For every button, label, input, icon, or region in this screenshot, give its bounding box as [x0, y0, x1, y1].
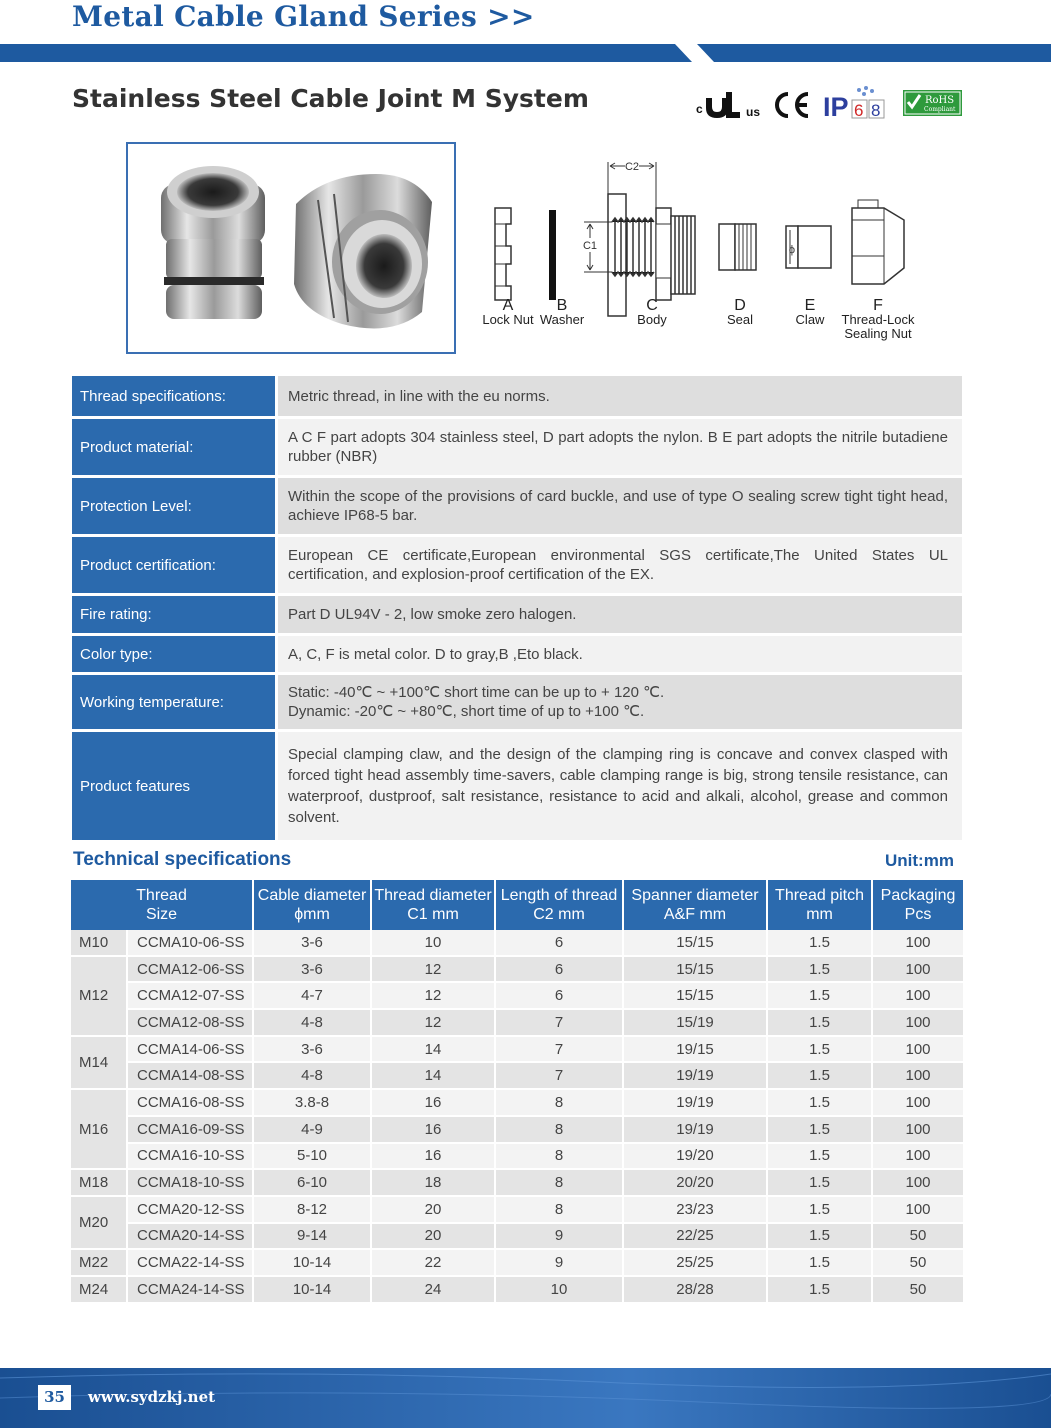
packaging-cell: 100: [872, 1143, 963, 1170]
thread-length-cell: 9: [495, 1249, 623, 1276]
thread-length-cell: 9: [495, 1223, 623, 1250]
spec-row-thread: [72, 376, 962, 419]
thread-pitch-cell: 1.5: [767, 1276, 872, 1303]
thread-diameter-cell: 22: [371, 1249, 495, 1276]
thread-pitch-cell: 1.5: [767, 1062, 872, 1089]
thread-diameter-cell: 20: [371, 1223, 495, 1250]
gland-right: [294, 174, 432, 328]
exploded-diagram: [478, 158, 928, 348]
tech-spec-title: Technical specifications: [73, 849, 292, 870]
spec-value: European CE certificate,European environmental SGS certificate,The United States UL certification, and explosion-proof certification of the EX.: [278, 537, 962, 593]
thread-length-cell: 8: [495, 1196, 623, 1223]
spec-row-features: [72, 732, 962, 840]
spec-value: Part D UL94V - 2, low smoke zero halogen.: [278, 596, 962, 633]
ul-logo: [696, 92, 760, 119]
thread-pitch-cell: 1.5: [767, 1223, 872, 1250]
page-title: Stainless Steel Cable Joint M System: [72, 84, 589, 113]
packaging-cell: 100: [872, 1062, 963, 1089]
thread-length-cell: 7: [495, 1009, 623, 1036]
thread-pitch-cell: 1.5: [767, 1116, 872, 1143]
spec-label: Product material:: [72, 419, 278, 475]
product-photo: [126, 142, 456, 354]
spec-value: Within the scope of the provisions of card buckle, and use of type O sealing screw tight tight head, achieve IP68-5 bar.: [278, 478, 962, 534]
spanner-diameter-cell: 19/20: [623, 1143, 767, 1170]
packaging-cell: 100: [872, 1116, 963, 1143]
thread-pitch-cell: 1.5: [767, 930, 872, 956]
packaging-cell: 100: [872, 982, 963, 1009]
thread-pitch-cell: 1.5: [767, 1169, 872, 1196]
thread-length-cell: 7: [495, 1036, 623, 1063]
part-b-washer: [549, 210, 556, 300]
svg-text:ϕ: ϕ: [788, 244, 796, 256]
cable-diameter-cell: 4-7: [253, 982, 371, 1009]
cable-diameter-cell: 10-14: [253, 1276, 371, 1303]
part-f-sealing-nut: [852, 200, 904, 284]
spec-label: Protection Level:: [72, 478, 278, 534]
spanner-diameter-cell: 23/23: [623, 1196, 767, 1223]
cable-diameter-cell: 6-10: [253, 1169, 371, 1196]
table-row: [71, 1009, 963, 1036]
thread-length-cell: 8: [495, 1089, 623, 1116]
thread-size-cell: M16: [71, 1089, 127, 1169]
thread-size-cell: M12: [71, 956, 127, 1036]
packaging-cell: 100: [872, 1169, 963, 1196]
thread-size-cell: M20: [71, 1196, 127, 1249]
part-name-f: Thread-Lock: [841, 312, 915, 327]
cable-diameter-cell: 5-10: [253, 1143, 371, 1170]
thread-size-cell: M14: [71, 1036, 127, 1089]
thread-size-cell: M24: [71, 1276, 127, 1303]
cable-diameter-cell: 4-9: [253, 1116, 371, 1143]
table-row: [71, 1249, 963, 1276]
packaging-cell: 100: [872, 1036, 963, 1063]
spanner-diameter-cell: 15/19: [623, 1009, 767, 1036]
spanner-diameter-cell: 15/15: [623, 956, 767, 983]
part-e-claw: [786, 226, 831, 268]
table-row: [71, 1062, 963, 1089]
spanner-diameter-cell: 22/25: [623, 1223, 767, 1250]
thread-length-cell: 6: [495, 956, 623, 983]
packaging-cell: 50: [872, 1249, 963, 1276]
cable-diameter-cell: 3-6: [253, 1036, 371, 1063]
thread-pitch-cell: 1.5: [767, 1143, 872, 1170]
table-row: [71, 1143, 963, 1170]
spec-value: Metric thread, in line with the eu norms.: [278, 376, 962, 416]
model-cell: CCMA12-08-SS: [127, 1009, 253, 1036]
thread-diameter-cell: 16: [371, 1089, 495, 1116]
spanner-diameter-cell: 20/20: [623, 1169, 767, 1196]
thread-length-cell: 6: [495, 930, 623, 956]
col-header-thread-length: Length of thread C2 mm: [495, 880, 623, 930]
model-cell: CCMA14-08-SS: [127, 1062, 253, 1089]
part-name-d: Seal: [726, 312, 754, 327]
cable-diameter-cell: 3-6: [253, 956, 371, 983]
thread-pitch-cell: 1.5: [767, 1036, 872, 1063]
header-stripe: [0, 44, 1051, 62]
model-cell: CCMA22-14-SS: [127, 1249, 253, 1276]
spec-row-fire: [72, 596, 962, 636]
gland-left: [161, 166, 265, 319]
cable-diameter-cell: 4-8: [253, 1062, 371, 1089]
spec-row-color: [72, 636, 962, 675]
spec-value: Special clamping claw, and the design of the clamping ring is concave and convex clasped with forced tight head assembly time-savers, cable clamping range is big, strong tensile resistance, can waterproof, dustproof, salt resistance, resistance to acid and alkali, alcohol, grease and common solvent.: [278, 732, 962, 840]
model-cell: CCMA20-12-SS: [127, 1196, 253, 1223]
col-header-thread-pitch: Thread pitch mm: [767, 880, 872, 930]
part-letter-e: E: [804, 297, 816, 314]
table-row: [71, 930, 963, 956]
svg-text:8: 8: [871, 101, 881, 120]
spec-table: [72, 376, 962, 840]
table-row: [71, 1169, 963, 1196]
part-letter-c: C: [646, 297, 658, 314]
svg-text:Compliant: Compliant: [924, 106, 956, 113]
model-cell: CCMA14-06-SS: [127, 1036, 253, 1063]
page-number: 35: [38, 1385, 71, 1410]
table-row: [71, 982, 963, 1009]
spec-label: Product certification:: [72, 537, 278, 593]
ce-logo: [777, 94, 808, 116]
spec-label: Fire rating:: [72, 596, 278, 633]
part-name-e: Claw: [795, 312, 825, 327]
thread-diameter-cell: 12: [371, 982, 495, 1009]
packaging-cell: 100: [872, 1089, 963, 1116]
svg-text:c: c: [696, 102, 703, 116]
thread-diameter-cell: 16: [371, 1143, 495, 1170]
thread-pitch-cell: 1.5: [767, 982, 872, 1009]
rohs-logo: [903, 90, 962, 116]
packaging-cell: 100: [872, 930, 963, 956]
spanner-diameter-cell: 15/15: [623, 930, 767, 956]
temperature-dynamic: Dynamic: -20℃ ~ +80℃, short time of up to +100 ℃.: [288, 703, 645, 720]
col-header-thread-size: Thread Size: [71, 880, 253, 930]
model-cell: CCMA18-10-SS: [127, 1169, 253, 1196]
thread-diameter-cell: 12: [371, 956, 495, 983]
svg-text:IP: IP: [823, 92, 849, 120]
packaging-cell: 100: [872, 1009, 963, 1036]
thread-length-cell: 8: [495, 1169, 623, 1196]
spanner-diameter-cell: 19/15: [623, 1036, 767, 1063]
thread-size-cell: M22: [71, 1249, 127, 1276]
packaging-cell: 100: [872, 956, 963, 983]
table-row: [71, 1196, 963, 1223]
spec-row-protection: [72, 478, 962, 537]
col-header-spanner-diameter: Spanner diameter A&F mm: [623, 880, 767, 930]
col-header-cable-diameter: Cable diameter ϕmm: [253, 880, 371, 930]
spec-value: A, C, F is metal color. D to gray,B ,Eto black.: [278, 636, 962, 672]
tech-table-body: [71, 930, 963, 1303]
part-letter-d: D: [734, 297, 746, 314]
thread-diameter-cell: 14: [371, 1036, 495, 1063]
packaging-cell: 100: [872, 1196, 963, 1223]
spec-row-material: [72, 419, 962, 478]
spec-row-certification: [72, 537, 962, 596]
cable-diameter-cell: 10-14: [253, 1249, 371, 1276]
cable-diameter-cell: 3.8-8: [253, 1089, 371, 1116]
model-cell: CCMA16-08-SS: [127, 1089, 253, 1116]
thread-length-cell: 10: [495, 1276, 623, 1303]
spanner-diameter-cell: 25/25: [623, 1249, 767, 1276]
part-a-lock-nut: [495, 208, 511, 300]
thread-diameter-cell: 16: [371, 1116, 495, 1143]
model-cell: CCMA12-06-SS: [127, 956, 253, 983]
cable-diameter-cell: 4-8: [253, 1009, 371, 1036]
thread-diameter-cell: 24: [371, 1276, 495, 1303]
thread-size-cell: M18: [71, 1169, 127, 1196]
part-name-c: Body: [637, 312, 667, 327]
table-row: [71, 1036, 963, 1063]
table-row: [71, 956, 963, 983]
model-cell: CCMA16-10-SS: [127, 1143, 253, 1170]
spanner-diameter-cell: 19/19: [623, 1089, 767, 1116]
svg-text:us: us: [746, 105, 761, 119]
table-row: [71, 1116, 963, 1143]
certification-logos: [694, 86, 964, 120]
thread-diameter-cell: 20: [371, 1196, 495, 1223]
svg-text:C2: C2: [624, 161, 640, 173]
spec-label: Working temperature:: [72, 675, 278, 729]
cable-diameter-cell: 9-14: [253, 1223, 371, 1250]
spec-row-temperature: [72, 675, 962, 732]
temperature-static: Static: -40℃ ~ +100℃ short time can be up to + 120 ℃.: [288, 684, 665, 701]
thread-pitch-cell: 1.5: [767, 956, 872, 983]
table-header-row: [71, 880, 963, 930]
spec-value: A C F part adopts 304 stainless steel, D part adopts the nylon. B E part adopts the nitrile butadiene rubber (NBR): [278, 419, 962, 475]
spanner-diameter-cell: 19/19: [623, 1062, 767, 1089]
svg-text:6: 6: [854, 101, 864, 120]
thread-diameter-cell: 12: [371, 1009, 495, 1036]
thread-size-cell: M10: [71, 930, 127, 956]
model-cell: CCMA12-07-SS: [127, 982, 253, 1009]
thread-length-cell: 6: [495, 982, 623, 1009]
model-cell: CCMA20-14-SS: [127, 1223, 253, 1250]
part-name-a: Lock Nut: [482, 312, 534, 327]
spanner-diameter-cell: 28/28: [623, 1276, 767, 1303]
thread-length-cell: 8: [495, 1116, 623, 1143]
part-letter-a: A: [502, 297, 514, 314]
packaging-cell: 50: [872, 1223, 963, 1250]
thread-pitch-cell: 1.5: [767, 1196, 872, 1223]
part-letter-b: B: [556, 297, 568, 314]
table-row: [71, 1276, 963, 1303]
svg-text:RoHS: RoHS: [925, 95, 955, 106]
thread-length-cell: 8: [495, 1143, 623, 1170]
packaging-cell: 50: [872, 1276, 963, 1303]
cable-diameter-cell: 8-12: [253, 1196, 371, 1223]
col-header-packaging: Packaging Pcs: [872, 880, 963, 930]
model-cell: CCMA24-14-SS: [127, 1276, 253, 1303]
part-name-f-line2: Sealing Nut: [844, 326, 912, 341]
spec-label: Color type:: [72, 636, 278, 672]
tech-spec-table: [71, 880, 963, 1304]
table-row: [71, 1223, 963, 1250]
thread-pitch-cell: 1.5: [767, 1089, 872, 1116]
model-cell: CCMA16-09-SS: [127, 1116, 253, 1143]
series-title: Metal Cable Gland Series >>: [72, 0, 535, 33]
thread-diameter-cell: 18: [371, 1169, 495, 1196]
spec-label: Product features: [72, 732, 278, 840]
cable-diameter-cell: 3-6: [253, 930, 371, 956]
spanner-diameter-cell: 15/15: [623, 982, 767, 1009]
unit-label: Unit:mm: [885, 851, 954, 870]
thread-pitch-cell: 1.5: [767, 1009, 872, 1036]
thread-pitch-cell: 1.5: [767, 1249, 872, 1276]
part-name-b: Washer: [539, 312, 585, 327]
spec-value: [278, 675, 962, 729]
thread-diameter-cell: 14: [371, 1062, 495, 1089]
part-letter-f: F: [873, 297, 883, 314]
table-row: [71, 1089, 963, 1116]
spanner-diameter-cell: 19/19: [623, 1116, 767, 1143]
part-c-body: [582, 160, 695, 316]
ip68-logo: [823, 86, 884, 120]
part-d-seal: [719, 224, 756, 270]
col-header-thread-diameter: Thread diameter C1 mm: [371, 880, 495, 930]
thread-diameter-cell: 10: [371, 930, 495, 956]
thread-length-cell: 7: [495, 1062, 623, 1089]
svg-text:C1: C1: [582, 240, 598, 252]
model-cell: CCMA10-06-SS: [127, 930, 253, 956]
spec-label: Thread specifications:: [72, 376, 278, 416]
website-link[interactable]: www.sydzkj.net: [88, 1388, 216, 1406]
